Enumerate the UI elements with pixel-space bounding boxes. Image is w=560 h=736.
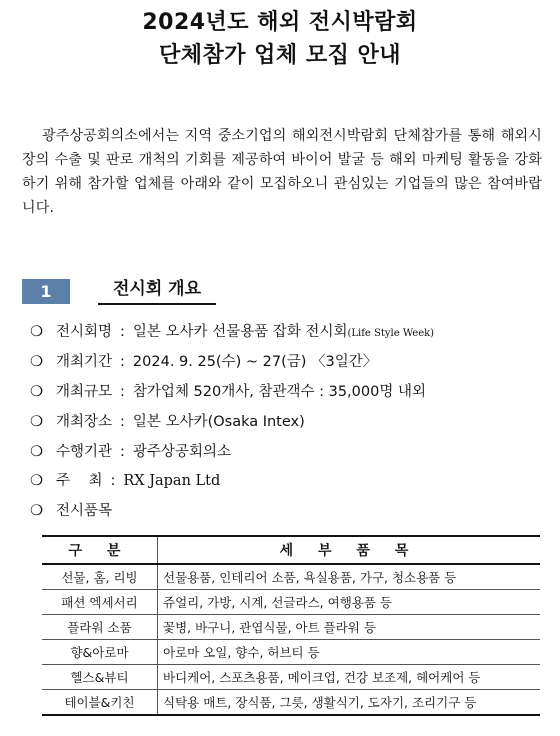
table-cell-category: 플라워 소품 [42,615,158,640]
item-value: 광주상공회의소 [132,444,231,460]
overview-item-venue [30,411,305,433]
overview-item-host [30,470,220,492]
overview-item-period [30,351,377,373]
circle-bullet-icon: ❍ [30,324,43,340]
overview-item-products [30,500,112,522]
section-title: 전시회 개요 [98,276,216,305]
table-row [42,640,540,665]
page-title-line2: 단체참가 업체 모집 안내 [159,43,401,68]
table-header-category: 구 분 [42,536,158,564]
table-cell-category: 향&아로마 [42,640,158,665]
circle-bullet-icon: ❍ [30,444,43,460]
table-row [42,665,540,690]
item-colon: : [120,414,125,430]
table-cell-category: 패션 엑세서리 [42,590,158,615]
table-header-row [42,536,540,564]
item-value: 2024. 9. 25(수) ~ 27(금) 〈3일간〉 [132,354,378,370]
item-value: 일본 오사카(Osaka Intex) [132,414,305,430]
table-cell-details: 바디케어, 스포츠용품, 메이크업, 건강 보조제, 헤어케어 등 [158,665,541,690]
item-label: 수행기관 [56,444,113,460]
intro-paragraph: 광주상공회의소에서는 지역 중소기업의 해외전시박람회 단체참가를 통해 해외시장의 수출 및 판로 개척의 기회를 제공하여 바이어 발굴 등 해외 마케팅 활동을 강화하기 위해 참가할 업체를 아래와 같이 모집하오니 관심있는 기업들의 많은 참여바랍니다. [22,128,542,216]
table-cell-details: 아로마 오일, 향수, 허브티 등 [158,640,541,665]
table-cell-details: 식탁용 매트, 장식품, 그릇, 생활식기, 도자기, 조리기구 등 [158,690,541,716]
overview-item-scale [30,381,426,403]
item-label: 주 최 [56,473,103,489]
table-cell-details: 선물용품, 인테리어 소품, 욕실용품, 가구, 청소용품 등 [158,564,541,590]
table-row [42,690,540,716]
table-row [42,615,540,640]
table-row [42,564,540,590]
item-label: 전시회명 [56,324,113,340]
page-title-line1: 2024년도 해외 전시박람회 [142,10,418,35]
circle-bullet-icon: ❍ [30,503,43,519]
item-label: 전시품목 [56,503,113,519]
item-colon: : [110,473,116,489]
item-colon: : [120,354,125,370]
item-label: 개최규모 [56,384,113,400]
item-value: RX Japan Ltd [123,473,221,489]
item-label: 개최장소 [56,414,113,430]
item-colon: : [120,384,125,400]
circle-bullet-icon: ❍ [30,354,43,370]
product-table [42,535,540,716]
circle-bullet-icon: ❍ [30,414,43,430]
overview-item-exhibition-name [30,321,434,345]
item-colon: : [120,444,125,460]
table-cell-details: 꽃병, 바구니, 관엽식물, 아트 플라워 등 [158,615,541,640]
table-header-details: 세 부 품 목 [158,536,541,564]
circle-bullet-icon: ❍ [30,473,43,489]
circle-bullet-icon: ❍ [30,384,43,400]
overview-item-organizer [30,441,231,463]
table-cell-category: 테이블&키친 [42,690,158,716]
table-cell-category: 헬스&뷰티 [42,665,158,690]
item-colon: : [120,324,125,340]
item-value: 참가업체 520개사, 참관객수 : 35,000명 내외 [132,384,426,400]
item-label: 개최기간 [56,354,113,370]
item-value: 일본 오사카 선물용품 잡화 전시회 [132,324,348,340]
table-cell-category: 선물, 홈, 리빙 [42,564,158,590]
table-row [42,590,540,615]
section-number-badge: 1 [22,279,70,304]
table-cell-details: 쥬얼리, 가방, 시계, 선글라스, 여행용품 등 [158,590,541,615]
item-note: (Life Style Week) [347,328,435,339]
